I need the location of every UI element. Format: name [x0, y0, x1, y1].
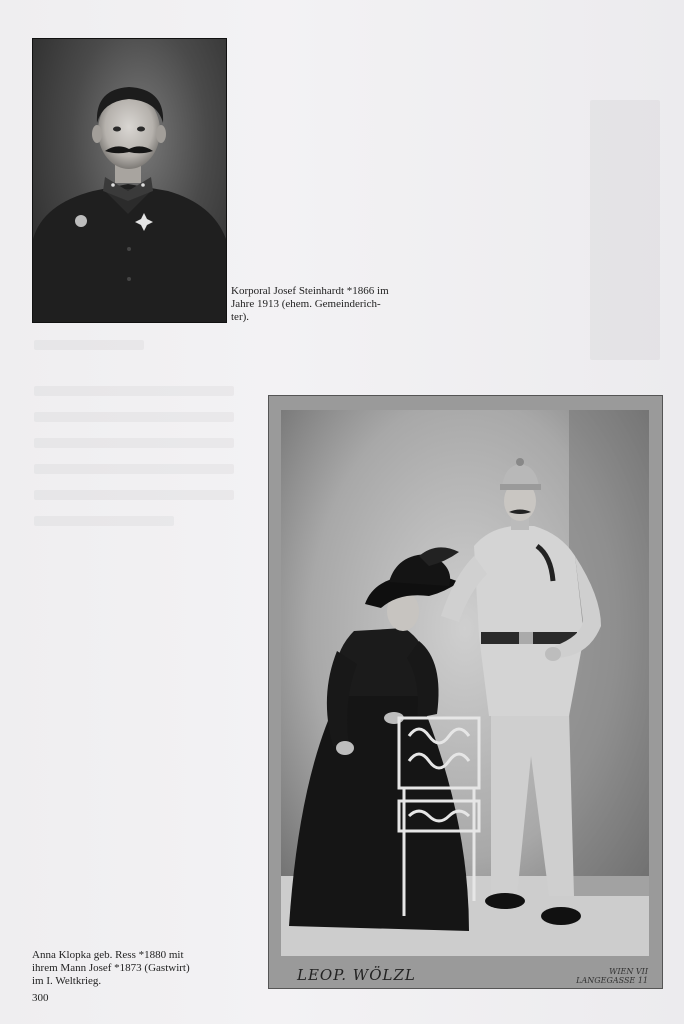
caption-line: im I. Weltkrieg.	[32, 975, 102, 987]
show-through-text	[34, 340, 144, 350]
show-through-text	[34, 490, 234, 500]
show-through-text	[34, 386, 234, 396]
portrait-caption	[231, 285, 416, 324]
caption-line: ihrem Mann Josef *1873 (Gastwirt)	[32, 962, 190, 974]
caption-line: Korporal Josef Steinhardt *1866 im	[231, 285, 389, 297]
show-through-text	[34, 438, 234, 448]
imprint-street: LANGEGASSE 11	[576, 976, 648, 985]
caption-line: Anna Klopka geb. Ress *1880 mit	[32, 949, 184, 961]
photographer-address	[576, 967, 648, 985]
page-number: 300	[32, 992, 49, 1004]
couple-cabinet-card-image	[269, 396, 662, 988]
soldier-portrait-image	[33, 39, 226, 322]
show-through-text	[34, 516, 174, 526]
show-through-text	[590, 100, 660, 360]
caption-line: ter).	[231, 311, 250, 323]
imprint-city: WIEN VII	[609, 967, 648, 976]
caption-line: Jahre 1913 (ehem. Gemeinderich-	[231, 298, 381, 310]
couple-caption	[32, 949, 232, 988]
show-through-text	[34, 464, 234, 474]
photographer-imprint: LEOP. WÖLZL	[297, 966, 416, 984]
couple-photo	[268, 395, 663, 989]
show-through-text	[34, 412, 234, 422]
portrait-photo	[32, 38, 227, 323]
